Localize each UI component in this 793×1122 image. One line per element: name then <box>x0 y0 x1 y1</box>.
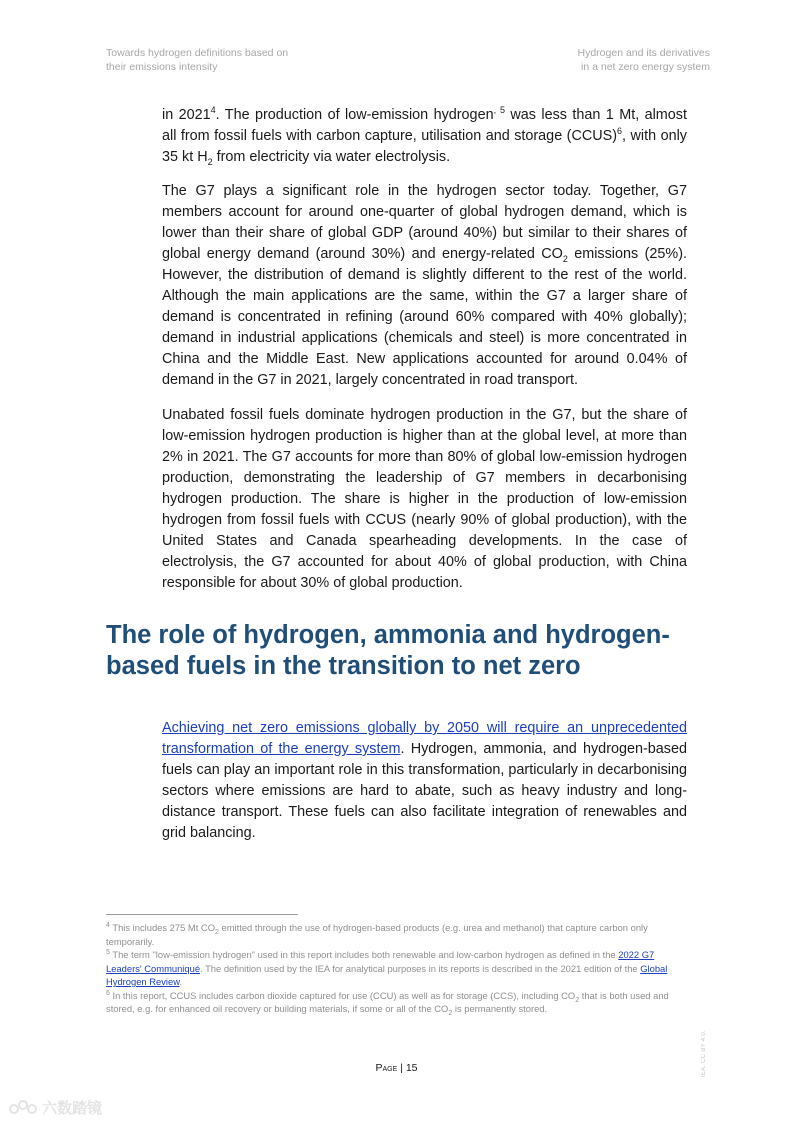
text: . <box>179 976 183 987</box>
text: was less than 1 Mt, almost all from fossil fuels with carbon capture, utilisation and storage (CCUS) <box>162 107 687 144</box>
watermark-text: 六数踏镜 <box>42 1099 103 1117</box>
global-hydrogen-review-link[interactable]: Global Hydrogen Review <box>106 962 668 987</box>
subscript: 2 <box>562 253 568 264</box>
text: . Hydrogen, ammonia, and hydrogen-based fuels can play an important role in this transformation, particularly in decarbonising sectors where emissions are hard to abate, such as heavy industry and long-distance transport. These fuels can also facilitate integration of renewables and grid balancing. <box>162 741 687 841</box>
running-header-right <box>578 46 711 74</box>
footnote-ref-4[interactable]: 4 <box>210 105 216 116</box>
subscript: 2 <box>207 156 213 167</box>
header-left-line2: their emissions intensity <box>106 61 218 73</box>
paragraph-net-zero <box>162 718 687 844</box>
footnote-4 <box>106 921 687 948</box>
paragraph-text: Unabated fossil fuels dominate hydrogen production in the G7, but the share of low-emission hydrogen production is higher than at the global level, at more than 2% in 2021. The G7 accounts for more than 80% of global low-emission hydrogen production, demonstrating the leadership of G7 members in decarbonising hydrogen production. The share is higher in the production of low-emission hydrogen from fossil fuels with CCUS (nearly 90% of global production), with the United States and Canada spearheading developments. In the case of electrolysis, the G7 accounted for about 40% of global production, with China responsible for about 30% of global production. <box>162 407 687 591</box>
footnote-number: 5 <box>106 948 110 956</box>
text: , with only 35 kt H <box>162 128 687 165</box>
text: The G7 plays a significant role in the hydrogen sector today. Together, G7 members account for around one-quarter of global hydrogen demand, which is lower than their share of global GDP (around 40%) but similar to their shares of global energy demand (around 30%) and energy-related CO <box>162 183 687 262</box>
text: emissions (25%). However, the distribution of demand is slightly different to the rest of the world. Although the main applications are the same, within the G7 a larger share of demand is concentrated in refining (around 60% compared with 40% globally); demand in industrial applications (chemicals and steel) is more concentrated in China and the Middle East. New applications accounted for around 0.04% of demand in the G7 in 2021, largely concentrated in road transport. <box>162 246 687 388</box>
text: In this report, CCUS includes carbon dioxide captured for use (CCU) as well as for storage (CCS), including CO <box>109 989 576 1001</box>
header-right-line1: Hydrogen and its derivatives <box>577 47 710 59</box>
footnote-number: 4 <box>106 921 110 929</box>
header-right-line2: in a net zero energy system <box>581 61 710 73</box>
watermark-logo-icon <box>8 1097 38 1117</box>
g7-communique-link[interactable]: 2022 G7 Leaders' Communiqué <box>106 949 655 974</box>
text: emitted through the use of hydrogen-based products (e.g. urea and methanol) that capture carbon only temporarily. <box>106 922 648 947</box>
text: This includes 275 Mt CO <box>109 922 215 933</box>
page-number-value: 15 <box>405 1062 418 1074</box>
paragraph-production <box>162 105 687 168</box>
header-left-line1: Towards hydrogen definitions based on <box>106 47 289 59</box>
text: is permanently stored. <box>452 1003 548 1014</box>
page-label: Page <box>375 1062 398 1074</box>
footnote-ref-6[interactable]: 6 <box>617 126 623 137</box>
text: from electricity via water electrolysis. <box>212 149 451 165</box>
watermark <box>8 1096 102 1118</box>
footnote-6 <box>106 989 687 1016</box>
subscript: 2 <box>215 928 219 936</box>
running-header-left <box>106 46 288 74</box>
section-heading: The role of hydrogen, ammonia and hydrogen-based fuels in the transition to net zero <box>106 621 670 680</box>
footnote-divider <box>106 914 298 915</box>
subscript: 2 <box>448 1009 453 1017</box>
text: The term "low-emission hydrogen" used in this report includes both renewable and low-carbon hydrogen as defined in the <box>109 949 619 960</box>
paragraph-g7-demand <box>162 181 687 391</box>
paragraph-g7-production <box>162 405 687 594</box>
footnote-5 <box>106 948 687 989</box>
text: . The production of low-emission hydrogen <box>215 107 494 123</box>
text: that is both used and stored, e.g. for enhanced oil recovery or building materials, if some or all of the CO <box>106 989 669 1014</box>
footnotes <box>106 921 687 1016</box>
footnote-number: 6 <box>106 989 110 997</box>
subscript: 2 <box>575 996 580 1004</box>
page-separator: | <box>400 1062 403 1074</box>
footnote-ref-5[interactable]: , 5 <box>493 105 505 116</box>
license-mark: IEA. CC BY 4.0. <box>701 1030 707 1078</box>
net-zero-report-link[interactable]: Achieving net zero emissions globally by 2050 will require an unprecedented transformation of the energy system <box>162 720 687 757</box>
text: in 2021 <box>162 107 211 123</box>
page-number <box>0 1062 793 1074</box>
text: . The definition used by the IEA for analytical purposes in its reports is described in the 2021 edition of the <box>200 962 641 974</box>
